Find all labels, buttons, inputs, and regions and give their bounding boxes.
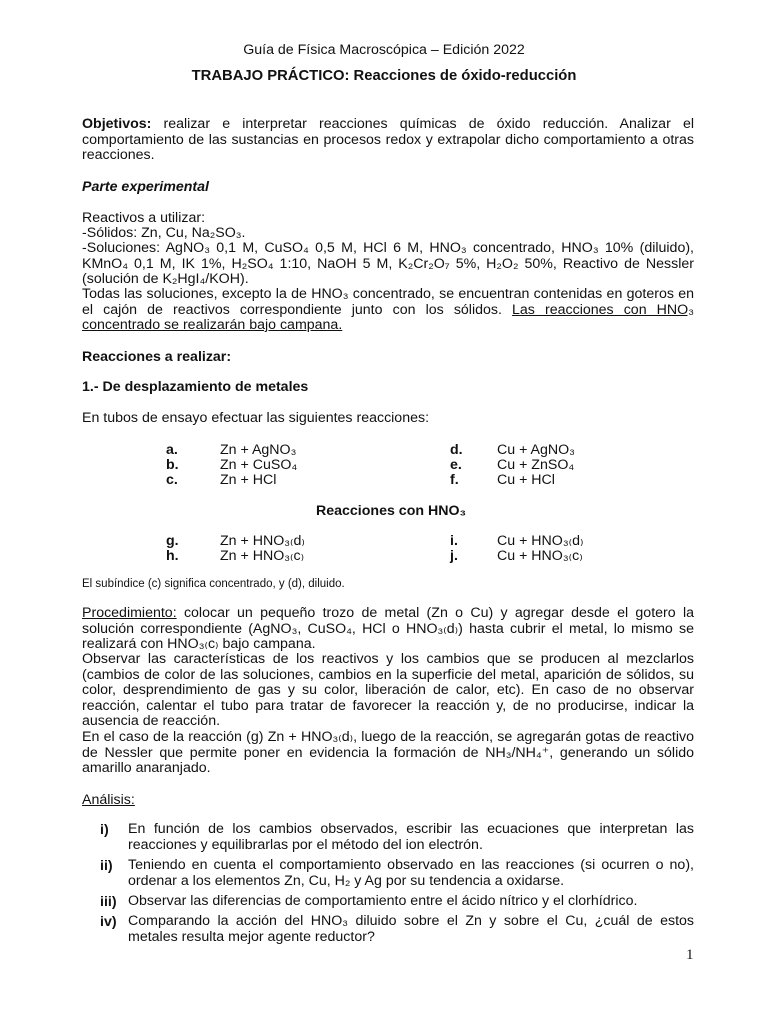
analysis-item-1-num: i) xyxy=(100,822,109,838)
reagents-solids: -Sólidos: Zn, Cu, Na₂SO₃. xyxy=(82,225,246,241)
guide-header: Guía de Física Macroscópica – Edición 2022 xyxy=(243,42,525,58)
reaction-h: Zn + HNO₃₍c₎ xyxy=(220,548,305,564)
analysis-heading: Análisis: xyxy=(82,792,135,808)
procedure-text-1: colocar un pequeño trozo de metal (Zn o Cu) y agregar desde el gotero la solución correspondiente (AgNO₃, CuSO₄, HCl o HNO₃₍d₎) hasta cubrir el metal, lo mismo se realizará con HNO₃₍c₎ bajo campana. xyxy=(82,605,694,652)
analysis-item-1: En función de los cambios observados, escribir las ecuaciones que interpretan las reacciones y equilibrarlas por el método del ion electrón. xyxy=(128,821,694,853)
procedure-label: Procedimiento: xyxy=(82,605,177,621)
reagents-note xyxy=(82,287,694,334)
subscript-note: El subíndice (c) significa concentrado, y (d), diluido. xyxy=(82,578,345,590)
reaction-i-label: i. xyxy=(450,533,458,549)
reaction-j: Cu + HNO₃₍c₎ xyxy=(497,548,583,564)
reagents-title: Reactivos a utilizar: xyxy=(82,210,206,226)
reaction-e-label: e. xyxy=(450,457,462,473)
page-title: TRABAJO PRÁCTICO: Reacciones de óxido-reducción xyxy=(191,68,577,84)
analysis-item-4: Comparando la acción del HNO₃ diluido sobre el Zn y sobre el Cu, ¿cuál de estos metales resulta mejor agente reductor? xyxy=(128,913,694,945)
reaction-d: Cu + AgNO₃ xyxy=(497,442,575,458)
reaction-c-label: c. xyxy=(166,472,178,488)
reactions-intro: En tubos de ensayo efectuar las siguientes reacciones: xyxy=(82,410,430,426)
page-number: 1 xyxy=(686,947,694,963)
analysis-item-2-num: ii) xyxy=(100,858,113,874)
procedure-text-2: Observar las características de los reactivos y los cambios que se producen al mezclarlos (cambios de color de las soluciones, cambios en la superficie del metal, aparición de sólidos, su color, desprendimiento de gas y su color, liberación de calor, etc). En caso de no observar reacción, calentar el tubo para tratar de favorecer la reacción y, de no producirse, indicar la ausencia de reacción. xyxy=(82,651,694,729)
analysis-item-3-num: iii) xyxy=(100,894,117,910)
reagents-note-warning: Las reacciones con HNO₃ concentrado se realizarán bajo campana. xyxy=(82,301,694,333)
section-1-title: 1.- De desplazamiento de metales xyxy=(82,379,309,395)
reaction-d-label: d. xyxy=(450,442,463,458)
reaction-f-label: f. xyxy=(450,472,459,488)
reaction-h-label: h. xyxy=(166,548,179,564)
reaction-f: Cu + HCl xyxy=(497,472,555,488)
reaction-i: Cu + HNO₃₍d₎ xyxy=(497,533,584,549)
reaction-b-label: b. xyxy=(166,457,179,473)
reaction-b: Zn + CuSO₄ xyxy=(220,457,298,473)
objectives-paragraph xyxy=(82,117,694,164)
reaction-e: Cu + ZnSO₄ xyxy=(497,457,575,473)
reactions-heading: Reacciones a realizar: xyxy=(82,349,232,365)
analysis-item-3: Observar las diferencias de comportamiento entre el ácido nítrico y el clorhídrico. xyxy=(128,893,638,909)
objectives-text: realizar e interpretar reacciones químicas de óxido reducción. Analizar el comportamiento de las sustancias en procesos redox y extrapolar dicho comportamiento a otras reacciones. xyxy=(82,116,694,163)
reaction-a-label: a. xyxy=(166,442,178,458)
reagents-note-text: Todas las soluciones, excepto la de HNO₃ concentrado, se encuentran contenidas en goteros en el cajón de reactivos correspondiente junto con los sólidos. xyxy=(82,286,694,318)
reaction-j-label: j. xyxy=(450,548,458,564)
reagents-solutions: -Soluciones: AgNO₃ 0,1 M, CuSO₄ 0,5 M, HCl 6 M, HNO₃ concentrado, HNO₃ 10% (diluido), KMnO₄ 0,1 M, IK 1%, H₂SO₄ 1:10, NaOH 5 M, K₂Cr₂O₇ 5%, H₂O₂ 50%, Reactivo de Nessler (solución de K₂HgI₄/KOH). xyxy=(82,240,694,287)
procedure-paragraph xyxy=(82,606,694,653)
reaction-g-label: g. xyxy=(166,533,179,549)
procedure-text-3: En el caso de la reacción (g) Zn + HNO₃₍d₎, luego de la reacción, se agregarán gotas de reactivo de Nessler que permite poner en evidencia la formación de NH₃/NH₄⁺, generando un sólido amarillo anaranjado. xyxy=(82,729,694,776)
reaction-c: Zn + HCl xyxy=(220,472,277,488)
analysis-item-2: Teniendo en cuenta el comportamiento observado en las reacciones (si ocurren o no), ordenar a los elementos Zn, Cu, H₂ y Ag por su tendencia a oxidarse. xyxy=(128,857,694,889)
reaction-a: Zn + AgNO₃ xyxy=(220,442,297,458)
reaction-g: Zn + HNO₃₍d₎ xyxy=(220,533,305,549)
analysis-item-4-num: iv) xyxy=(100,914,117,930)
hno3-heading: Reacciones con HNO₃ xyxy=(316,503,467,519)
objectives-label: Objetivos: xyxy=(82,116,152,132)
experimental-heading: Parte experimental xyxy=(82,179,209,195)
